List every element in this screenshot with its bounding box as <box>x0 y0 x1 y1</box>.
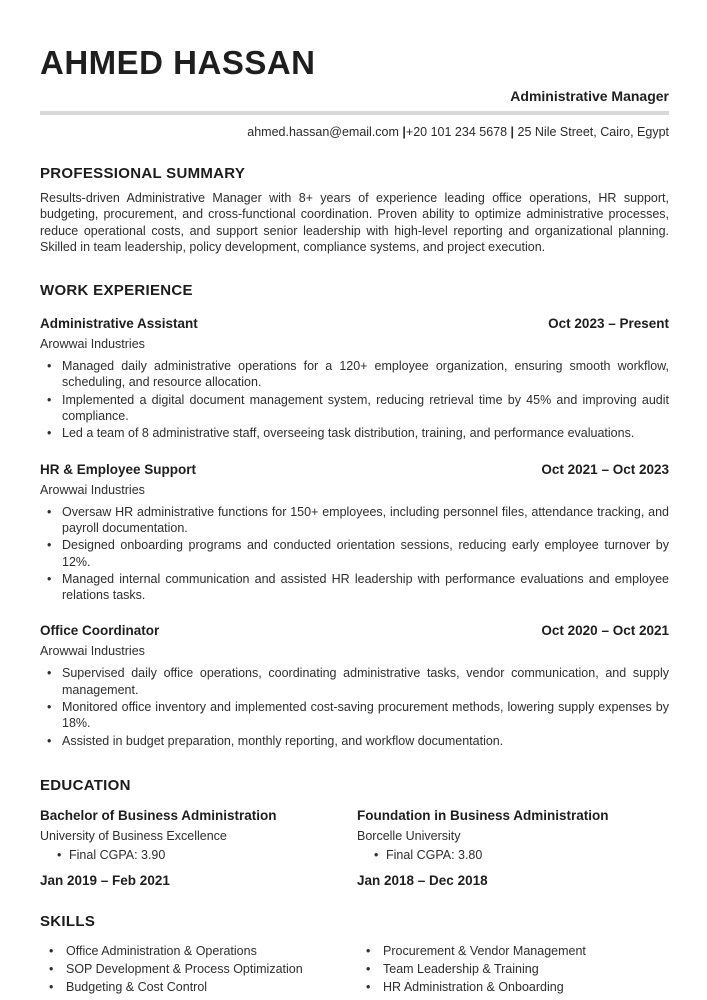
candidate-name: AHMED HASSAN <box>40 44 316 81</box>
job-header <box>40 461 669 478</box>
job-header <box>40 622 669 639</box>
job-entry <box>40 315 669 441</box>
bullet-item: • Managed internal communication and assisted HR leadership with performance evaluations and employee relations tasks. <box>40 571 669 604</box>
job-bullet-list <box>40 358 669 441</box>
job-company: Arowwai Industries <box>40 644 145 659</box>
resume-header <box>40 44 669 140</box>
bullet-item: • Managed daily administrative operations for a 120+ employee organization, ensuring smooth workflow, scheduling, and resource allocation. <box>40 358 669 391</box>
education-heading: EDUCATION <box>40 776 131 794</box>
education-entry <box>40 807 357 888</box>
bullet-item: • Assisted in budget preparation, monthly reporting, and workflow documentation. <box>40 733 669 749</box>
contact-line <box>40 124 669 140</box>
bullet-item: • Monitored office inventory and implemented cost-saving procurement methods, lowering supply expenses by 18%. <box>40 699 669 732</box>
cgpa-item: • Final CGPA: 3.80 <box>357 847 669 863</box>
skill-item: • Procurement & Vendor Management <box>357 942 669 960</box>
job-title-subtitle: Administrative Manager <box>510 87 669 104</box>
bullet-item: • Implemented a digital document management system, reducing retrieval time by 45% and improving audit compliance. <box>40 392 669 425</box>
job-company: Arowwai Industries <box>40 337 145 352</box>
summary-heading: PROFESSIONAL SUMMARY <box>40 164 246 182</box>
experience-heading: WORK EXPERIENCE <box>40 282 193 300</box>
job-entry <box>40 622 669 748</box>
phone-text: +20 101 234 5678 <box>405 124 508 139</box>
summary-paragraph: Results-driven Administrative Manager with 8+ years of experience leading office operations, HR support, budgeting, procurement, and cross-functional coordination. Proven ability to optimize administrative processes, reduce operational costs, and support senior leadership with high-level reporting and organizational planning. Skilled in team leadership, policy development, compliance systems, and project execution. <box>40 190 669 254</box>
job-header <box>40 315 669 332</box>
skill-item: • Team Leadership & Training <box>357 960 669 978</box>
cgpa-item: • Final CGPA: 3.90 <box>40 847 357 863</box>
school-name: University of Business Excellence <box>40 828 227 843</box>
section-professional-summary <box>40 165 669 255</box>
degree-name: Foundation in Business Administration <box>357 807 609 823</box>
skills-heading: SKILLS <box>40 912 96 930</box>
job-dates: Oct 2020 – Oct 2021 <box>541 623 669 639</box>
skill-item: • HR Administration & Onboarding <box>357 978 669 996</box>
bullet-item: • Designed onboarding programs and conducted orientation sessions, reducing early employee turnover by 12%. <box>40 537 669 570</box>
bullet-item: • Led a team of 8 administrative staff, overseeing task distribution, training, and performance evaluations. <box>40 425 669 441</box>
section-education <box>40 777 669 888</box>
job-dates: Oct 2023 – Present <box>548 316 669 332</box>
job-company: Arowwai Industries <box>40 482 145 497</box>
header-divider <box>40 111 669 115</box>
section-skills <box>40 913 669 996</box>
skills-column-right <box>357 942 669 996</box>
job-bullet-list <box>40 665 669 748</box>
address-text: 25 Nile Street, Cairo, Egypt <box>517 124 669 139</box>
job-dates: Oct 2021 – Oct 2023 <box>541 461 669 477</box>
email-text: ahmed.hassan@email.com <box>247 124 399 139</box>
contact-separator: | <box>402 124 406 139</box>
job-entry <box>40 461 669 604</box>
section-work-experience <box>40 282 669 749</box>
education-dates: Jan 2019 – Feb 2021 <box>40 872 170 888</box>
job-title: Office Coordinator <box>40 623 160 639</box>
job-bullet-list <box>40 504 669 604</box>
degree-name: Bachelor of Business Administration <box>40 807 277 823</box>
bullet-item: • Supervised daily office operations, coordinating administrative tasks, vendor communication, and supply management. <box>40 665 669 698</box>
school-name: Borcelle University <box>357 828 461 843</box>
contact-separator: | <box>510 124 515 139</box>
skills-grid <box>40 942 669 996</box>
skill-item: • SOP Development & Process Optimization <box>40 960 357 978</box>
education-grid <box>40 807 669 888</box>
education-entry <box>357 807 669 888</box>
job-title: Administrative Assistant <box>40 316 198 332</box>
education-dates: Jan 2018 – Dec 2018 <box>357 872 488 888</box>
skill-item: • Budgeting & Cost Control <box>40 978 357 996</box>
skill-item: • Office Administration & Operations <box>40 942 357 960</box>
skills-column-left <box>40 942 357 996</box>
job-title: HR & Employee Support <box>40 461 197 477</box>
bullet-item: • Oversaw HR administrative functions for 150+ employees, including personnel files, attendance tracking, and payroll documentation. <box>40 504 669 537</box>
